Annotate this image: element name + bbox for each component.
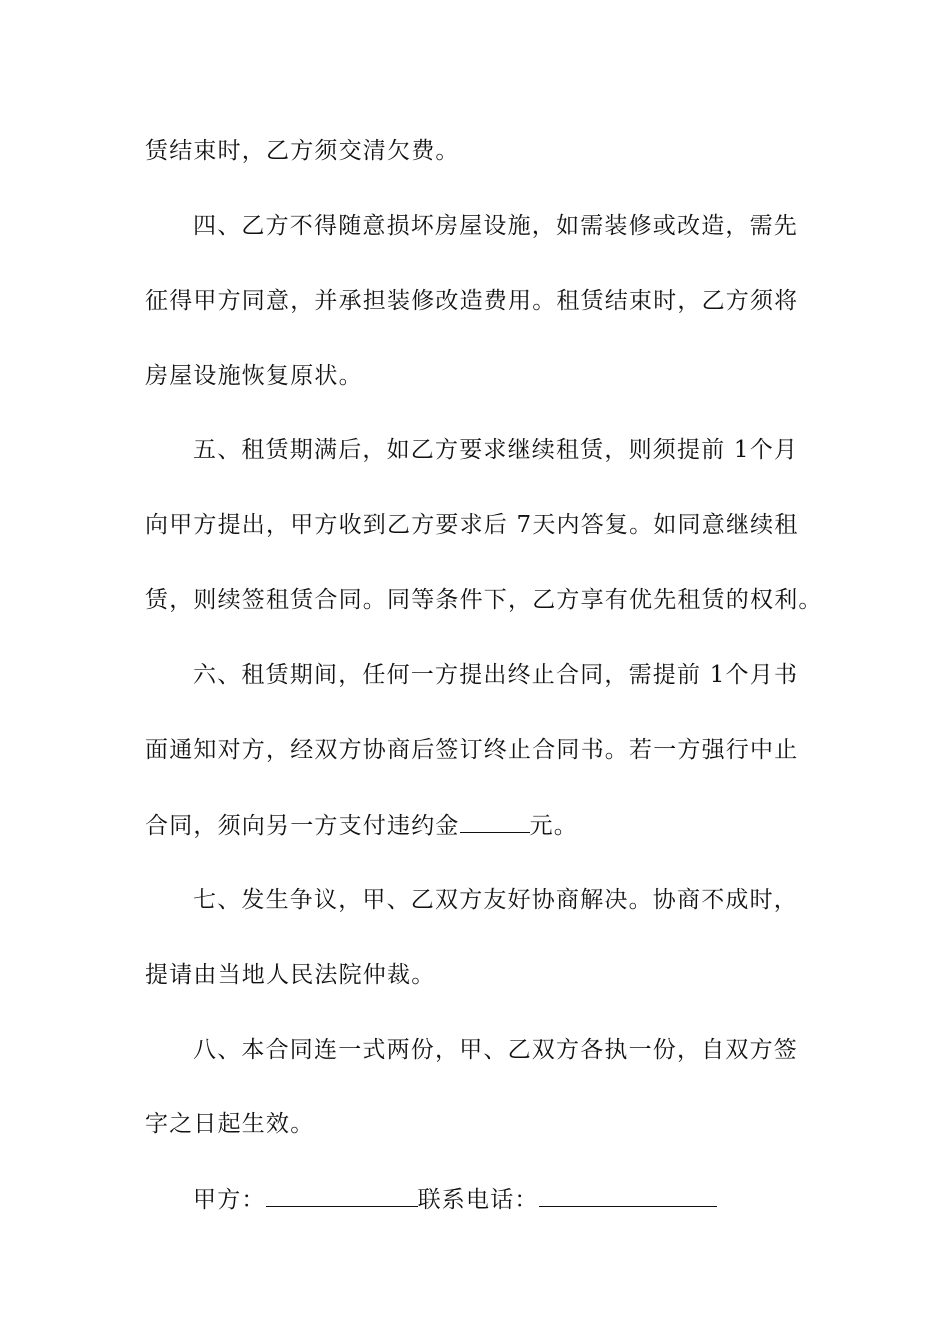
clause-six-line: 六、租赁期间，任何一方提出终止合同，需提前 1个月书 [193,662,799,688]
paragraph-line: 面通知对方，经双方协商后签订终止合同书。若一方强行中止 [145,737,799,763]
party-a-label: 甲方： [193,1187,266,1213]
clause-eight-line: 八、本合同连一式两份，甲、乙双方各执一份，自双方签 [193,1037,798,1063]
penalty-text: 合同，须向另一方支付违约金 [145,813,460,839]
paragraph-line: 向甲方提出，甲方收到乙方要求后 7天内答复。如同意继续租 [145,512,799,538]
penalty-line [145,810,578,841]
paragraph-line: 字之日起生效。 [145,1111,315,1137]
clause-seven-line: 七、发生争议，甲、乙双方友好协商解决。协商不成时， [193,887,798,913]
phone-number-blank[interactable] [539,1184,717,1207]
clause-four-line: 四、乙方不得随意损坏房屋设施，如需装修或改造，需先 [193,213,798,239]
penalty-amount-blank[interactable] [460,810,530,833]
paragraph-line: 房屋设施恢复原状。 [145,363,363,389]
party-a-signature-blank[interactable] [266,1184,418,1207]
clause-five-line: 五、租赁期满后，如乙方要求继续租赁，则须提前 1个月 [193,437,799,463]
paragraph-line: 征得甲方同意，并承担装修改造费用。租赁结束时，乙方须将 [145,288,799,314]
penalty-unit: 元。 [529,813,579,839]
phone-label: 联系电话： [417,1187,539,1213]
paragraph-line: 提请由当地人民法院仲裁。 [145,962,436,988]
signature-line [193,1184,717,1215]
paragraph-line: 赁，则续签租赁合同。同等条件下，乙方享有优先租赁的权利。 [145,587,823,613]
paragraph-line: 赁结束时，乙方须交清欠费。 [145,138,460,164]
